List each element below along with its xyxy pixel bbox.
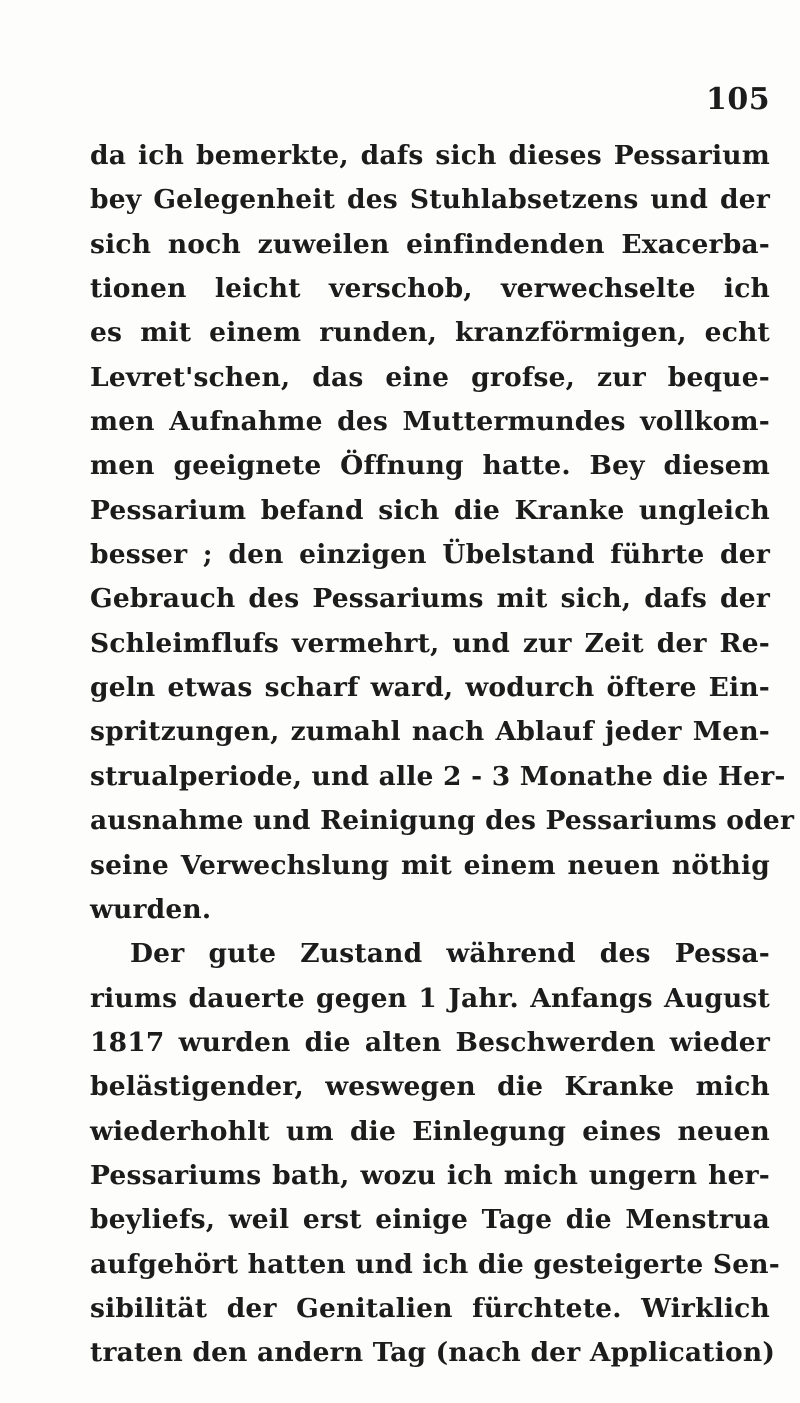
body-text (90, 134, 795, 1376)
text-line: Pessariums bath, wozu ich mich ungern her- (90, 1159, 770, 1191)
text-line: Der gute Zustand während des Pessa- (130, 938, 770, 970)
text-line: riums dauerte gegen 1 Jahr. Anfangs August (90, 982, 770, 1014)
text-line: da ich bemerkte, dafs sich dieses Pessarium (90, 140, 770, 171)
text-line: spritzungen, zumahl nach Ablauf jeder Men- (90, 716, 770, 748)
text-line: Schleimflufs vermehrt, und zur Zeit der Re- (90, 627, 770, 659)
text-line: seine Verwechslung mit einem neuen nöthig (90, 849, 770, 881)
text-line: sich noch zuweilen einfindenden Exacerba- (90, 228, 770, 260)
text-line: strualperiode, und alle 2 - 3 Monathe die Her- (90, 760, 786, 792)
text-line: men Aufnahme des Muttermundes vollkom- (90, 406, 770, 438)
text-line: aufgehört hatten und ich die gesteigerte Sen- (90, 1248, 780, 1280)
text-line: geln etwas scharf ward, wodurch öftere Ein- (90, 672, 770, 704)
text-line: tionen leicht verschob, verwechselte ich (90, 273, 770, 305)
text-line: 1817 wurden die alten Beschwerden wieder (90, 1026, 770, 1058)
text-line: es mit einem runden, kranzförmigen, echt (90, 317, 770, 349)
text-line: wurden. (90, 893, 212, 925)
text-line: Gebrauch des Pessariums mit sich, dafs der (90, 583, 770, 615)
text-line: beyliefs, weil erst einige Tage die Menstrua (90, 1204, 770, 1236)
text-line: sibilität der Genitalien fürchtete. Wirklich (90, 1292, 770, 1324)
text-line: men geeignete Öffnung hatte. Bey diesem (90, 450, 770, 482)
text-line: belästigender, weswegen die Kranke mich (90, 1071, 770, 1103)
page-number: 105 (706, 82, 771, 117)
text-line: Levret'schen, das eine grofse, zur beque- (90, 361, 770, 393)
text-line: ausnahme und Reinigung des Pessariums oder (90, 805, 795, 837)
text-line: bey Gelegenheit des Stuhlabsetzens und der (90, 184, 770, 216)
text-line: wiederhohlt um die Einlegung eines neuen (90, 1115, 770, 1147)
text-line: besser ; den einzigen Übelstand führte der (90, 539, 770, 571)
text-line: traten den andern Tag (nach der Application) (90, 1337, 776, 1369)
text-line: Pessarium befand sich die Kranke ungleich (90, 494, 770, 526)
